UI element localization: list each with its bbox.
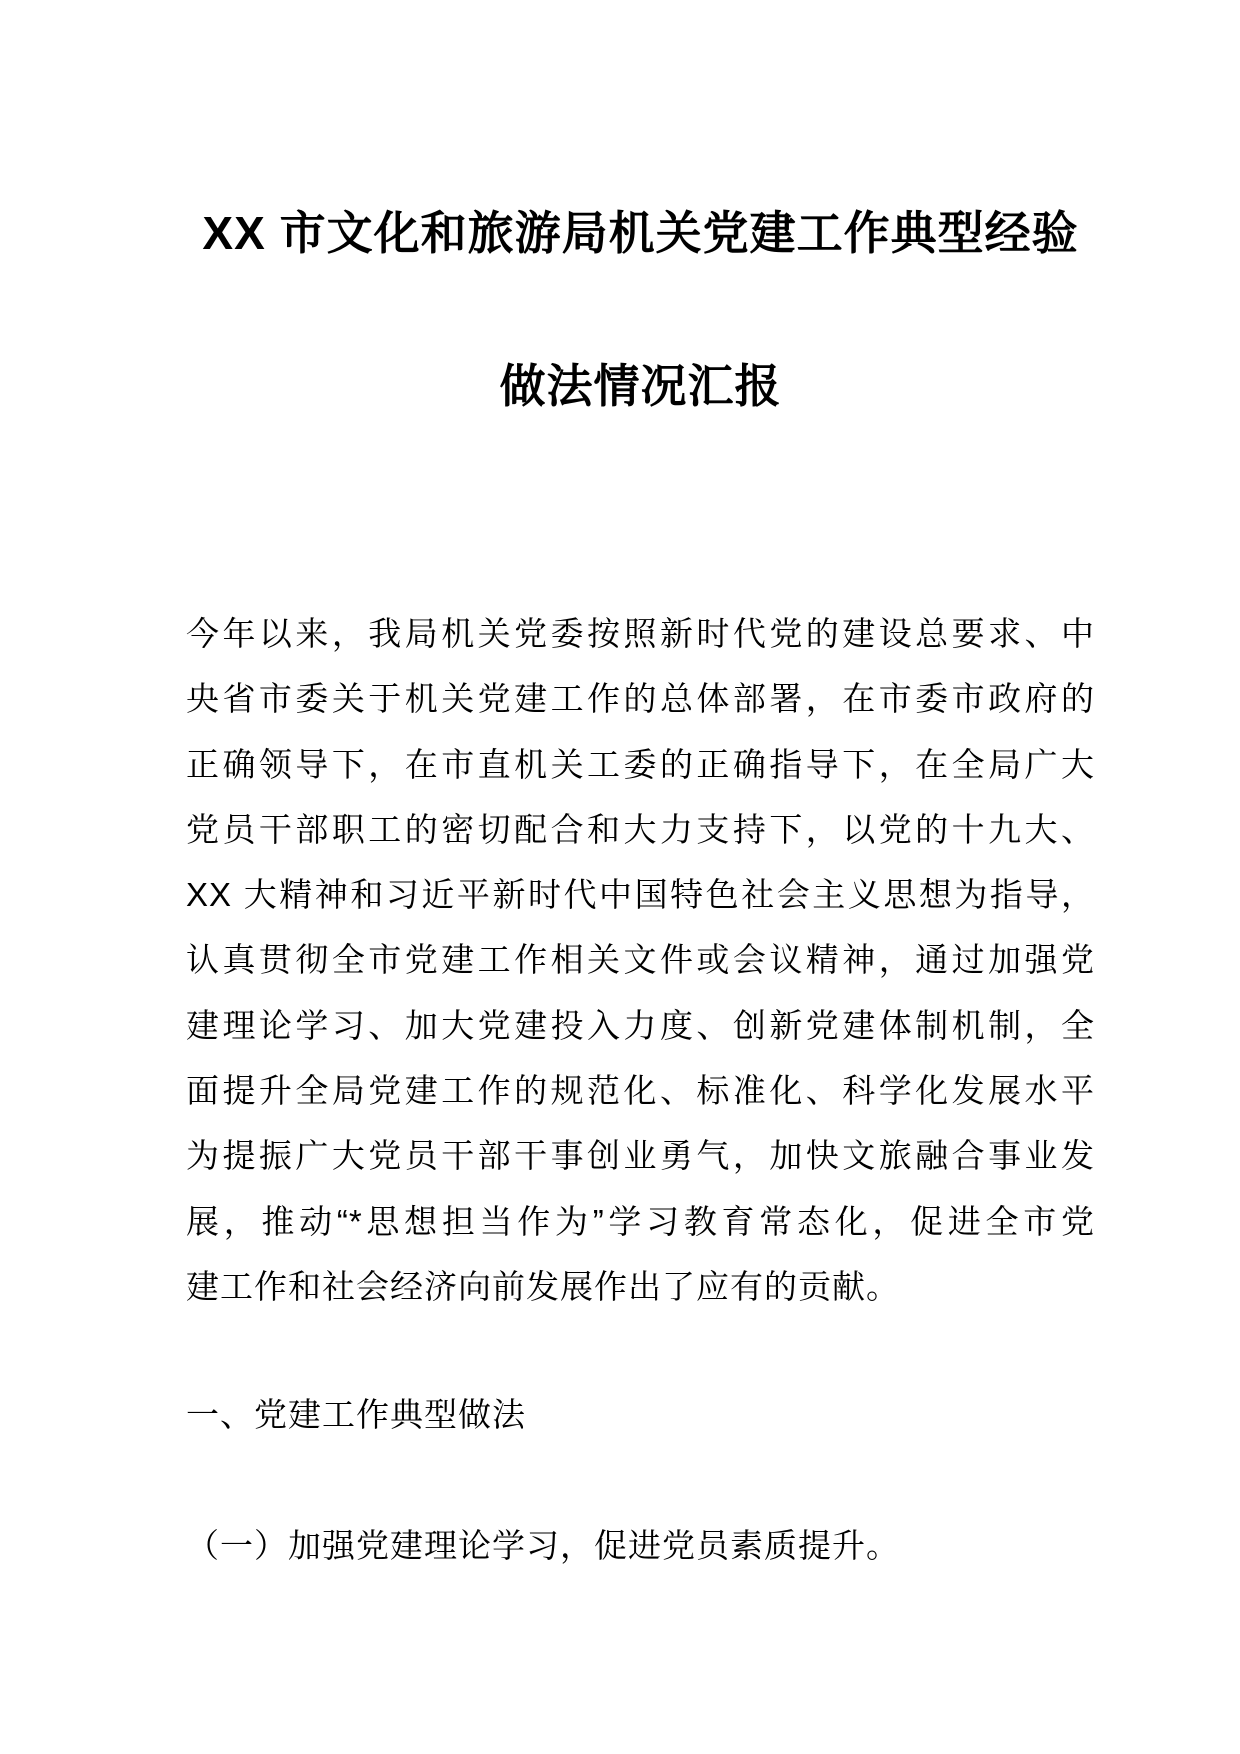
paragraph-line: 今年以来，我局机关党委按照新时代党的建设总要求、中 bbox=[186, 615, 1095, 652]
paragraph-line: 建工作和社会经济向前发展作出了应有的贡献。 bbox=[186, 1267, 900, 1305]
subsection-heading: （一）加强党建理论学习，促进党员素质提升。 bbox=[186, 1526, 900, 1564]
paragraph-line: 认真贯彻全市党建工作相关文件或会议精神，通过加强党 bbox=[186, 941, 1095, 979]
opening-paragraph bbox=[186, 601, 1095, 1319]
paragraph-line: 面提升全局党建工作的规范化、标准化、科学化发展水平 bbox=[186, 1072, 1095, 1110]
document-title-line-1: XX 市文化和旅游局机关党建工作典型经验 bbox=[202, 207, 1079, 259]
section-heading: 一、党建工作典型做法 bbox=[186, 1396, 526, 1434]
paragraph-line: 党员干部职工的密切配合和大力支持下，以党的十九大、 bbox=[186, 810, 1095, 848]
paragraph-line: 为提振广大党员干部干事创业勇气，加快文旅融合事业发 bbox=[186, 1137, 1095, 1175]
document-title bbox=[186, 200, 1095, 419]
paragraph-line: 展，推动“*思想担当作为”学习教育常态化，促进全市党 bbox=[186, 1202, 1095, 1240]
paragraph-line: 央省市委关于机关党建工作的总体部署，在市委市政府的 bbox=[186, 680, 1095, 718]
document-title-line-2: 做法情况汇报 bbox=[499, 360, 782, 412]
document-content bbox=[0, 200, 1240, 1578]
paragraph-line: 正确领导下，在市直机关工委的正确指导下，在全局广大 bbox=[186, 745, 1095, 783]
paragraph-line: XX 大精神和习近平新时代中国特色社会主义思想为指导， bbox=[186, 876, 1095, 914]
paragraph-line: 建理论学习、加大党建投入力度、创新党建体制机制，全 bbox=[186, 1006, 1095, 1044]
